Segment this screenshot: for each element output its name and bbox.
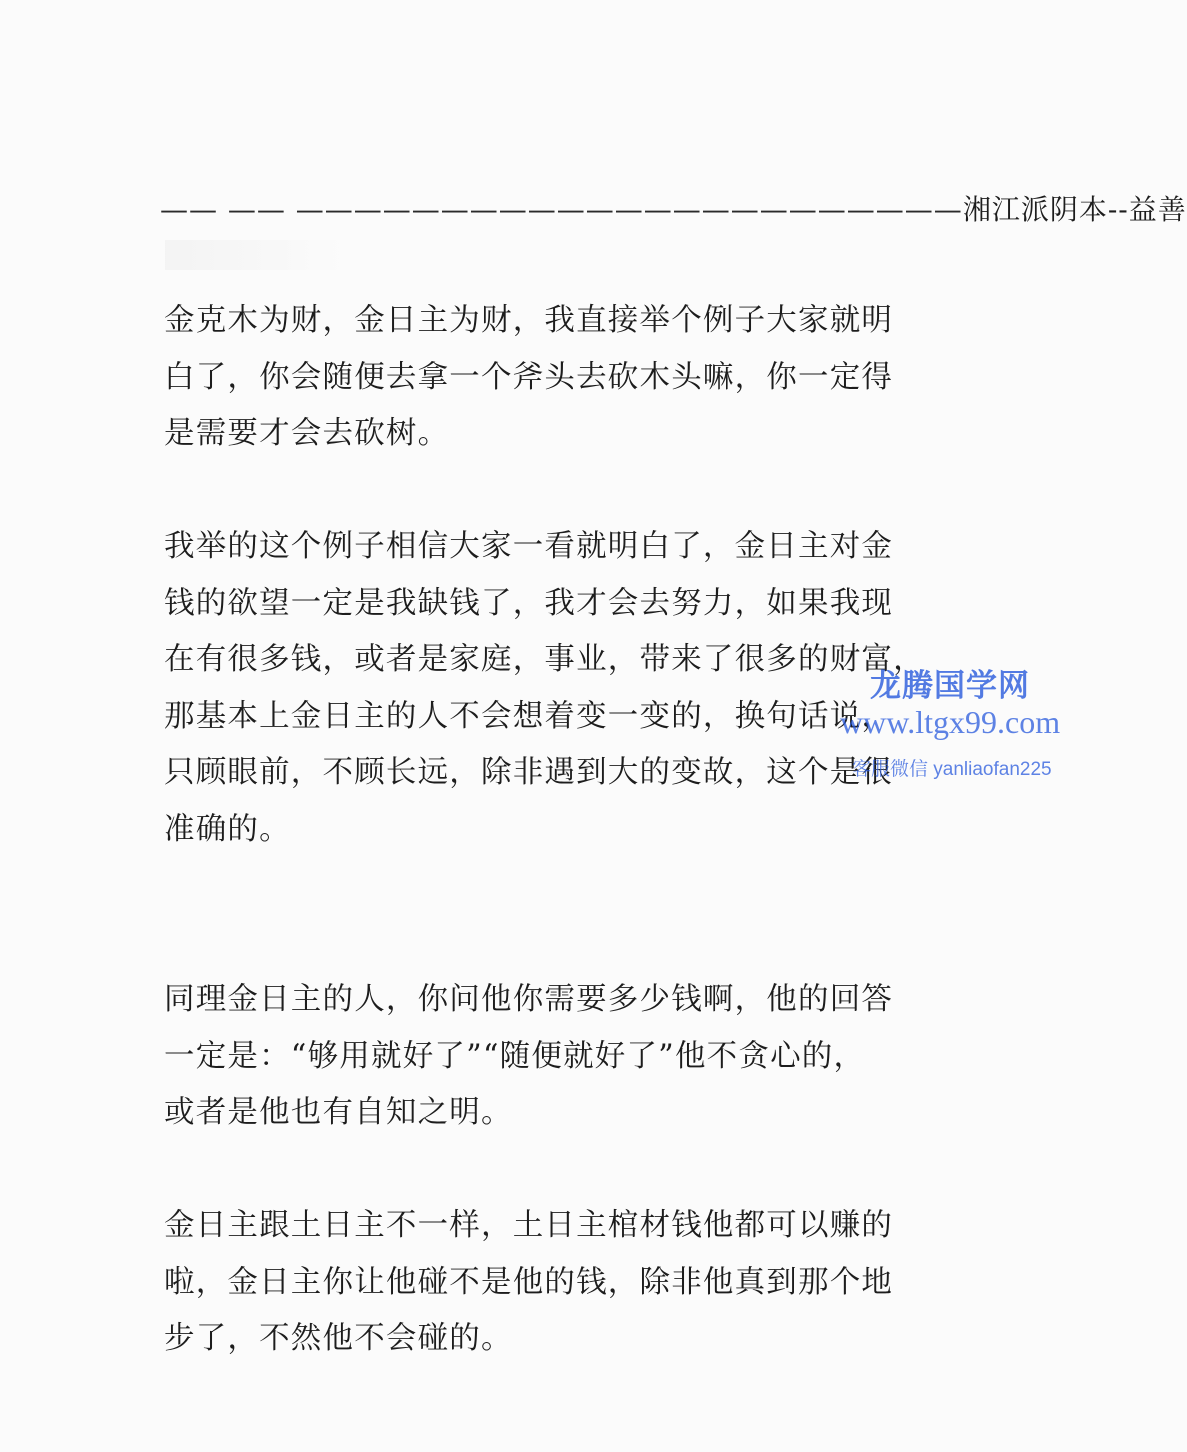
paragraph-line: 只顾眼前，不顾长远，除非遇到大的变故，这个是很 (164, 755, 894, 790)
paragraph-line: 金日主跟土日主不一样，土日主棺材钱他都可以赚的 (164, 1208, 894, 1243)
paragraph-line: 白了，你会随便去拿一个斧头去砍木头嘛，你一定得 (164, 359, 894, 395)
watermark-title: 龙腾国学网 (870, 668, 1030, 703)
paragraph-line: 我举的这个例子相信大家一看就明白了，金日主对金 (164, 529, 894, 564)
paragraph-line: 金克木为财，金日主为财，我直接举个例子大家就明 (164, 303, 894, 338)
paragraph-line: 步了，不然他不会碰的。 (164, 1321, 513, 1356)
watermark-wechat: 客服微信 yanliaofan225 (852, 759, 1052, 780)
paragraph-line: 那基本上金日主的人不会想着变一变的，换句话说， (164, 698, 894, 734)
paragraph-line: 啦，金日主你让他碰不是他的钱，除非他真到那个地 (164, 1264, 894, 1300)
watermark-url: www.ltgx99.com (840, 704, 1061, 740)
paragraph-line: 同理金日主的人，你问他你需要多少钱啊，他的回答 (164, 982, 894, 1017)
paragraph-line: 准确的。 (164, 811, 291, 847)
scan-smudge (165, 240, 345, 270)
paragraph-line: 一定是：“够用就好了”“随便就好了”他不贪心的， (164, 1038, 866, 1074)
paragraph-3 (164, 972, 920, 1142)
paragraph-2 (164, 519, 925, 858)
paragraph-line: 或者是他也有自知之明。 (164, 1095, 513, 1130)
paragraph-1 (164, 293, 920, 463)
paragraph-line: 在有很多钱，或者是家庭，事业，带来了很多的财富， (164, 642, 925, 677)
paragraph-4 (164, 1198, 920, 1368)
paragraph-line: 钱的欲望一定是我缺钱了，我才会去努力，如果我现 (164, 585, 894, 621)
paragraph-line: 是需要才会去砍树。 (164, 416, 450, 451)
header-source-label: 湘江派阴本--益善 (962, 193, 1187, 226)
source-header (160, 190, 1187, 230)
header-dash-rule: —— —— ——————————————————————— (160, 193, 963, 226)
